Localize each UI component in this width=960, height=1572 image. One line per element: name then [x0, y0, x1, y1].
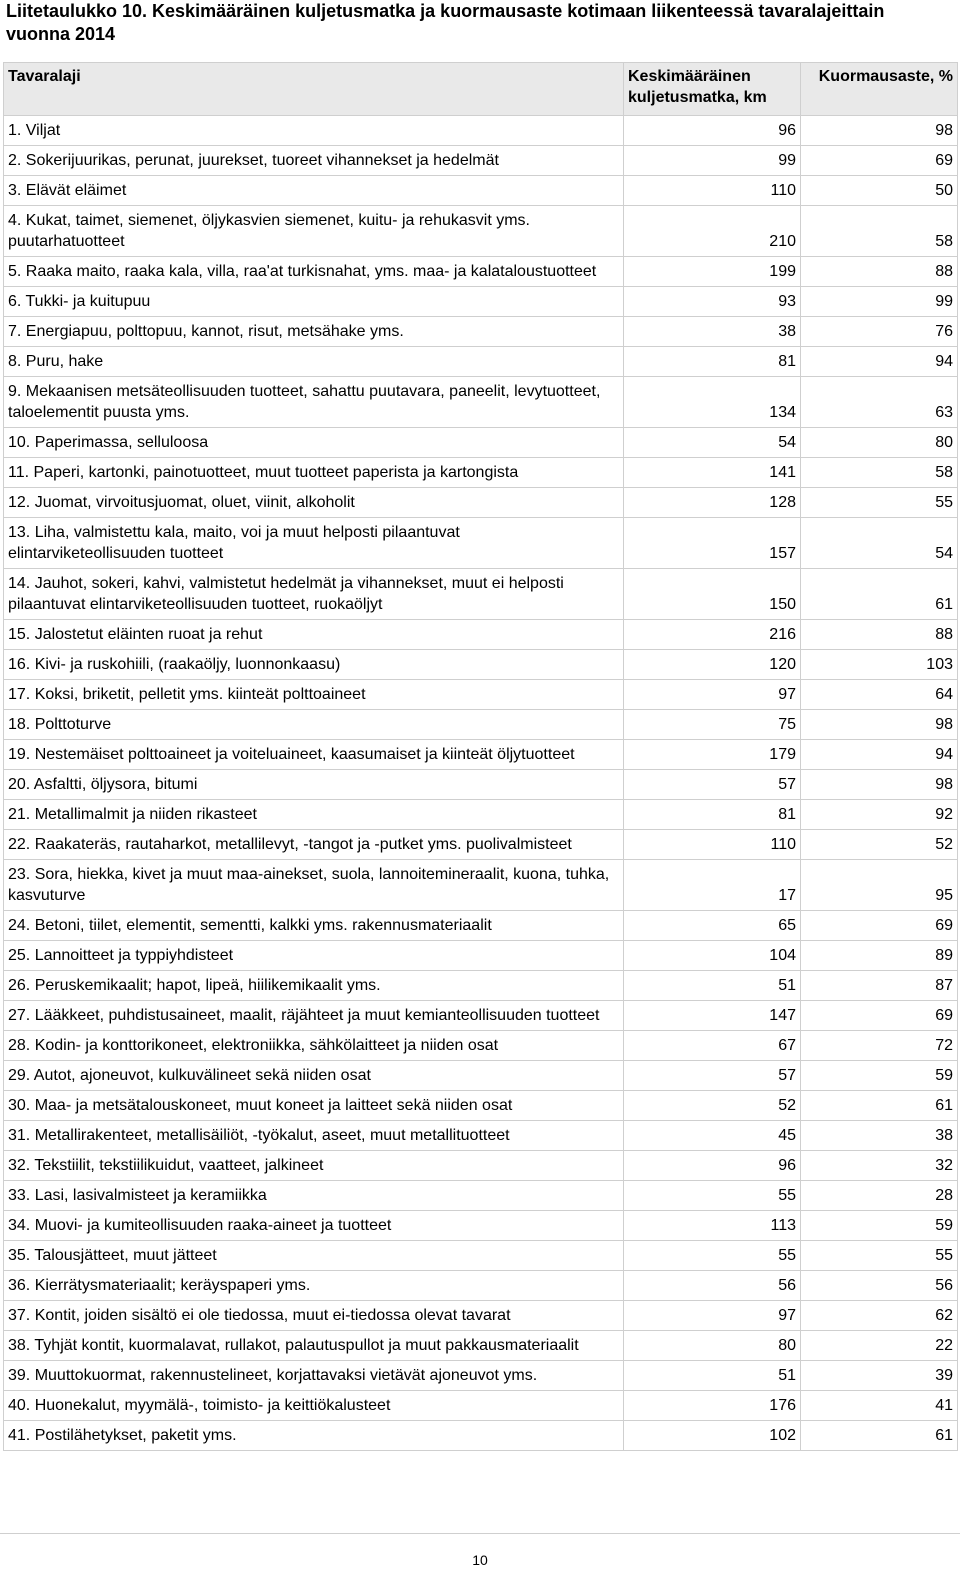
cell-tavaralaji: 33. Lasi, lasivalmisteet ja keramiikka [4, 1181, 624, 1211]
cell-kuljetusmatka: 80 [624, 1331, 801, 1361]
cell-tavaralaji: 35. Talousjätteet, muut jätteet [4, 1241, 624, 1271]
table-row [4, 518, 958, 569]
cell-tavaralaji: 19. Nestemäiset polttoaineet ja voiteluaineet, kaasumaiset ja kiinteät öljytuotteet [4, 740, 624, 770]
table-row [4, 317, 958, 347]
table-row [4, 1091, 958, 1121]
table-row [4, 1331, 958, 1361]
cell-kuormausaste: 56 [801, 1271, 958, 1301]
cell-tavaralaji: 14. Jauhot, sokeri, kahvi, valmistetut hedelmät ja vihannekset, muut ei helposti pilaantuvat elintarviketeollisuuden tuotteet, ruokaöljyt [4, 569, 624, 620]
cell-kuljetusmatka: 157 [624, 518, 801, 569]
table-row [4, 569, 958, 620]
cell-tavaralaji: 11. Paperi, kartonki, painotuotteet, muut tuotteet paperista ja kartongista [4, 458, 624, 488]
cell-kuormausaste: 103 [801, 650, 958, 680]
cell-tavaralaji: 24. Betoni, tiilet, elementit, sementti, kalkki yms. rakennusmateriaalit [4, 911, 624, 941]
table-header-row [4, 63, 958, 116]
cell-kuormausaste: 76 [801, 317, 958, 347]
cell-kuormausaste: 38 [801, 1121, 958, 1151]
cell-tavaralaji: 6. Tukki- ja kuitupuu [4, 287, 624, 317]
table-row [4, 1271, 958, 1301]
cell-kuljetusmatka: 45 [624, 1121, 801, 1151]
cell-tavaralaji: 25. Lannoitteet ja typpiyhdisteet [4, 941, 624, 971]
cell-tavaralaji: 4. Kukat, taimet, siemenet, öljykasvien siemenet, kuitu- ja rehukasvit yms. puutarhatuotteet [4, 206, 624, 257]
table-row [4, 770, 958, 800]
table-row [4, 1181, 958, 1211]
cell-tavaralaji: 31. Metallirakenteet, metallisäiliöt, -työkalut, aseet, muut metallituotteet [4, 1121, 624, 1151]
cell-tavaralaji: 12. Juomat, virvoitusjuomat, oluet, viinit, alkoholit [4, 488, 624, 518]
cell-tavaralaji: 41. Postilähetykset, paketit yms. [4, 1421, 624, 1451]
table-row [4, 428, 958, 458]
table-row [4, 116, 958, 146]
cell-kuljetusmatka: 99 [624, 146, 801, 176]
cell-kuljetusmatka: 147 [624, 1001, 801, 1031]
table-row [4, 710, 958, 740]
cell-kuormausaste: 32 [801, 1151, 958, 1181]
table-row [4, 1001, 958, 1031]
cell-kuormausaste: 88 [801, 620, 958, 650]
cell-kuljetusmatka: 134 [624, 377, 801, 428]
cell-kuormausaste: 61 [801, 1091, 958, 1121]
cell-tavaralaji: 22. Raakateräs, rautaharkot, metallilevyt, -tangot ja -putket yms. puolivalmisteet [4, 830, 624, 860]
cell-kuormausaste: 59 [801, 1061, 958, 1091]
cell-kuljetusmatka: 199 [624, 257, 801, 287]
cell-kuljetusmatka: 210 [624, 206, 801, 257]
table-row [4, 1121, 958, 1151]
cell-kuljetusmatka: 120 [624, 650, 801, 680]
cell-kuormausaste: 55 [801, 1241, 958, 1271]
cell-kuormausaste: 54 [801, 518, 958, 569]
cell-kuormausaste: 87 [801, 971, 958, 1001]
cell-kuljetusmatka: 96 [624, 1151, 801, 1181]
cell-kuljetusmatka: 38 [624, 317, 801, 347]
cell-kuormausaste: 98 [801, 770, 958, 800]
table-row [4, 740, 958, 770]
cell-tavaralaji: 10. Paperimassa, selluloosa [4, 428, 624, 458]
table-row [4, 287, 958, 317]
data-table [3, 62, 958, 1451]
cell-tavaralaji: 36. Kierrätysmateriaalit; keräyspaperi yms. [4, 1271, 624, 1301]
table-row [4, 458, 958, 488]
header-kuljetusmatka: Keskimääräinen kuljetusmatka, km [624, 63, 801, 116]
table-row [4, 1301, 958, 1331]
cell-kuormausaste: 95 [801, 860, 958, 911]
cell-kuormausaste: 88 [801, 257, 958, 287]
cell-kuljetusmatka: 67 [624, 1031, 801, 1061]
cell-tavaralaji: 5. Raaka maito, raaka kala, villa, raa'at turkisnahat, yms. maa- ja kalataloustuotteet [4, 257, 624, 287]
table-row [4, 620, 958, 650]
table-row [4, 971, 958, 1001]
cell-kuljetusmatka: 51 [624, 1361, 801, 1391]
cell-tavaralaji: 26. Peruskemikaalit; hapot, lipeä, hiilikemikaalit yms. [4, 971, 624, 1001]
cell-tavaralaji: 13. Liha, valmistettu kala, maito, voi ja muut helposti pilaantuvat elintarviketeollisuuden tuotteet [4, 518, 624, 569]
cell-kuormausaste: 99 [801, 287, 958, 317]
cell-kuljetusmatka: 65 [624, 911, 801, 941]
cell-tavaralaji: 1. Viljat [4, 116, 624, 146]
cell-kuljetusmatka: 216 [624, 620, 801, 650]
cell-kuormausaste: 41 [801, 1391, 958, 1421]
cell-kuljetusmatka: 128 [624, 488, 801, 518]
table-row [4, 1421, 958, 1451]
table-row [4, 680, 958, 710]
cell-tavaralaji: 20. Asfaltti, öljysora, bitumi [4, 770, 624, 800]
cell-tavaralaji: 2. Sokerijuurikas, perunat, juurekset, tuoreet vihannekset ja hedelmät [4, 146, 624, 176]
cell-kuormausaste: 89 [801, 941, 958, 971]
cell-tavaralaji: 34. Muovi- ja kumiteollisuuden raaka-aineet ja tuotteet [4, 1211, 624, 1241]
cell-kuormausaste: 80 [801, 428, 958, 458]
table-row [4, 206, 958, 257]
cell-kuljetusmatka: 141 [624, 458, 801, 488]
cell-kuljetusmatka: 110 [624, 830, 801, 860]
cell-tavaralaji: 27. Lääkkeet, puhdistusaineet, maalit, räjähteet ja muut kemianteollisuuden tuotteet [4, 1001, 624, 1031]
cell-tavaralaji: 16. Kivi- ja ruskohiili, (raakaöljy, luonnonkaasu) [4, 650, 624, 680]
cell-kuormausaste: 50 [801, 176, 958, 206]
cell-kuljetusmatka: 54 [624, 428, 801, 458]
cell-kuljetusmatka: 57 [624, 1061, 801, 1091]
cell-tavaralaji: 8. Puru, hake [4, 347, 624, 377]
cell-tavaralaji: 40. Huonekalut, myymälä-, toimisto- ja keittiökalusteet [4, 1391, 624, 1421]
cell-tavaralaji: 9. Mekaanisen metsäteollisuuden tuotteet, sahattu puutavara, paneelit, levytuotteet, taloelementit puusta yms. [4, 377, 624, 428]
cell-kuormausaste: 98 [801, 710, 958, 740]
cell-kuljetusmatka: 110 [624, 176, 801, 206]
cell-kuljetusmatka: 97 [624, 680, 801, 710]
cell-tavaralaji: 15. Jalostetut eläinten ruoat ja rehut [4, 620, 624, 650]
cell-kuljetusmatka: 52 [624, 1091, 801, 1121]
cell-kuljetusmatka: 17 [624, 860, 801, 911]
table-row [4, 941, 958, 971]
cell-kuljetusmatka: 55 [624, 1181, 801, 1211]
cell-kuormausaste: 92 [801, 800, 958, 830]
cell-kuormausaste: 72 [801, 1031, 958, 1061]
cell-kuljetusmatka: 176 [624, 1391, 801, 1421]
cell-tavaralaji: 17. Koksi, briketit, pelletit yms. kiinteät polttoaineet [4, 680, 624, 710]
cell-kuormausaste: 98 [801, 116, 958, 146]
cell-kuormausaste: 22 [801, 1331, 958, 1361]
cell-kuormausaste: 69 [801, 1001, 958, 1031]
table-row [4, 860, 958, 911]
cell-kuljetusmatka: 97 [624, 1301, 801, 1331]
cell-tavaralaji: 18. Polttoturve [4, 710, 624, 740]
cell-kuormausaste: 94 [801, 347, 958, 377]
cell-kuormausaste: 52 [801, 830, 958, 860]
table-row [4, 800, 958, 830]
header-kuormausaste: Kuormausaste, % [801, 63, 958, 116]
cell-tavaralaji: 39. Muuttokuormat, rakennustelineet, korjattavaksi vietävät ajoneuvot yms. [4, 1361, 624, 1391]
cell-kuormausaste: 59 [801, 1211, 958, 1241]
cell-kuormausaste: 58 [801, 458, 958, 488]
cell-tavaralaji: 7. Energiapuu, polttopuu, kannot, risut, metsähake yms. [4, 317, 624, 347]
cell-kuljetusmatka: 113 [624, 1211, 801, 1241]
cell-kuljetusmatka: 75 [624, 710, 801, 740]
cell-kuormausaste: 55 [801, 488, 958, 518]
cell-kuormausaste: 62 [801, 1301, 958, 1331]
cell-kuormausaste: 61 [801, 1421, 958, 1451]
cell-kuormausaste: 64 [801, 680, 958, 710]
cell-tavaralaji: 30. Maa- ja metsätalouskoneet, muut koneet ja laitteet sekä niiden osat [4, 1091, 624, 1121]
cell-tavaralaji: 3. Elävät eläimet [4, 176, 624, 206]
header-tavaralaji: Tavaralaji [4, 63, 624, 116]
cell-kuljetusmatka: 81 [624, 800, 801, 830]
table-row [4, 830, 958, 860]
page-number: 10 [472, 1552, 488, 1568]
table-row [4, 1151, 958, 1181]
table-row [4, 347, 958, 377]
table-row [4, 176, 958, 206]
footer-divider [0, 1533, 960, 1534]
table-row [4, 1241, 958, 1271]
cell-kuljetusmatka: 96 [624, 116, 801, 146]
cell-tavaralaji: 32. Tekstiilit, tekstiilikuidut, vaatteet, jalkineet [4, 1151, 624, 1181]
cell-kuormausaste: 28 [801, 1181, 958, 1211]
cell-tavaralaji: 38. Tyhjät kontit, kuormalavat, rullakot, palautuspullot ja muut pakkausmateriaalit [4, 1331, 624, 1361]
cell-kuljetusmatka: 55 [624, 1241, 801, 1271]
cell-kuljetusmatka: 81 [624, 347, 801, 377]
cell-kuormausaste: 94 [801, 740, 958, 770]
cell-kuormausaste: 63 [801, 377, 958, 428]
cell-kuljetusmatka: 51 [624, 971, 801, 1001]
cell-tavaralaji: 37. Kontit, joiden sisältö ei ole tiedossa, muut ei-tiedossa olevat tavarat [4, 1301, 624, 1331]
cell-kuljetusmatka: 102 [624, 1421, 801, 1451]
table-row [4, 488, 958, 518]
cell-kuljetusmatka: 104 [624, 941, 801, 971]
table-row [4, 146, 958, 176]
cell-tavaralaji: 28. Kodin- ja konttorikoneet, elektroniikka, sähkölaitteet ja niiden osat [4, 1031, 624, 1061]
cell-tavaralaji: 21. Metallimalmit ja niiden rikasteet [4, 800, 624, 830]
table-row [4, 377, 958, 428]
table-row [4, 1361, 958, 1391]
page-title: Liitetaulukko 10. Keskimääräinen kuljetusmatka ja kuormausaste kotimaan liikenteessä tavaralajeittain vuonna 2014 [6, 1, 885, 44]
cell-kuormausaste: 61 [801, 569, 958, 620]
table-row [4, 1391, 958, 1421]
table-row [4, 911, 958, 941]
cell-tavaralaji: 23. Sora, hiekka, kivet ja muut maa-ainekset, suola, lannoitemineraalit, kuona, tuhka, kasvuturve [4, 860, 624, 911]
cell-kuormausaste: 69 [801, 146, 958, 176]
table-row [4, 650, 958, 680]
table-row [4, 1031, 958, 1061]
table-row [4, 257, 958, 287]
cell-kuormausaste: 58 [801, 206, 958, 257]
table-row [4, 1061, 958, 1091]
cell-kuormausaste: 39 [801, 1361, 958, 1391]
cell-tavaralaji: 29. Autot, ajoneuvot, kulkuvälineet sekä niiden osat [4, 1061, 624, 1091]
table-body [4, 116, 958, 1451]
cell-kuljetusmatka: 179 [624, 740, 801, 770]
cell-kuljetusmatka: 57 [624, 770, 801, 800]
cell-kuljetusmatka: 150 [624, 569, 801, 620]
cell-kuljetusmatka: 93 [624, 287, 801, 317]
table-row [4, 1211, 958, 1241]
cell-kuormausaste: 69 [801, 911, 958, 941]
cell-kuljetusmatka: 56 [624, 1271, 801, 1301]
